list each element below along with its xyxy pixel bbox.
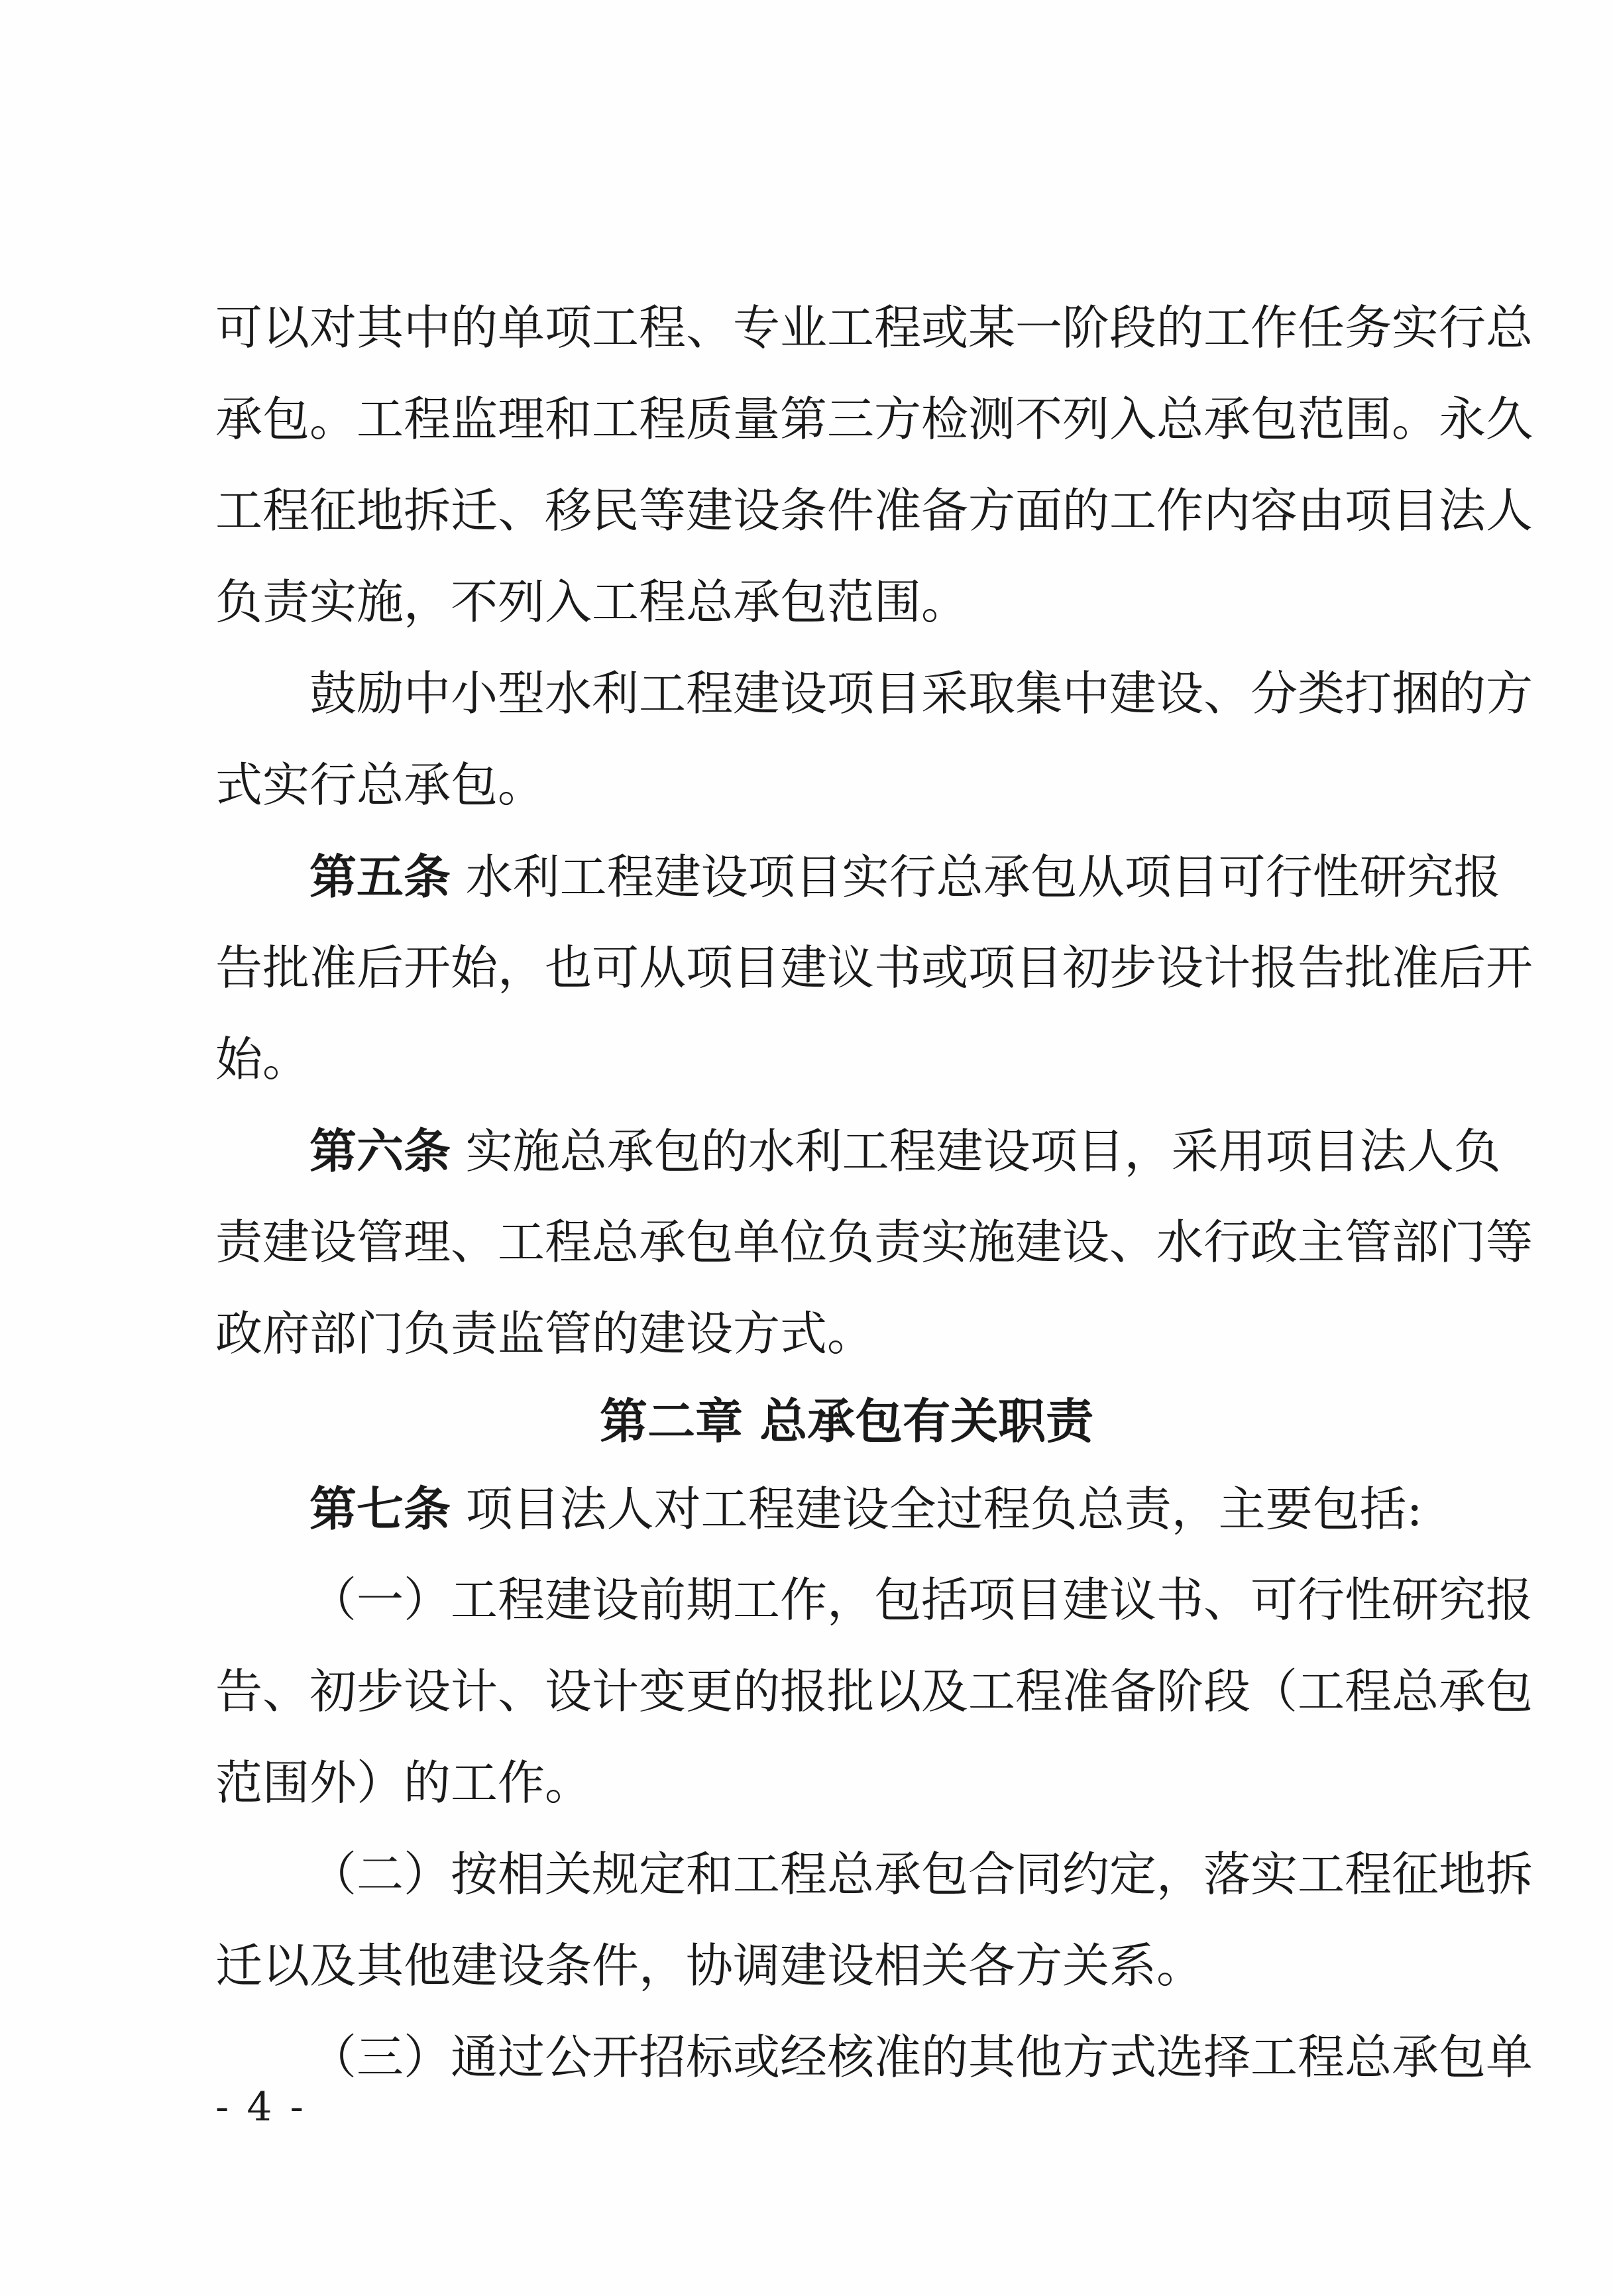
article-label: 第五条 <box>309 849 451 904</box>
article-7-line: 第七条 项目法人对工程建设全过程负总责，主要包括: <box>309 1481 1423 1537</box>
page-number: - 4 - <box>215 2084 306 2130</box>
text-line: 负责实施，不列入工程总承包范围。 <box>215 574 969 629</box>
list-item-2-line: （二）按相关规定和工程总承包合同约定，落实工程征地拆 <box>309 1847 1533 1902</box>
article-5-line: 第五条 水利工程建设项目实行总承包从项目可行性研究报 <box>309 849 1501 904</box>
text-line: 政府部门负责监管的建设方式。 <box>215 1306 875 1361</box>
text-line: 工程征地拆迁、移民等建设条件准备方面的工作内容由项目法人 <box>215 483 1533 538</box>
text-line: 责建设管理、工程总承包单位负责实施建设、水行政主管部门等 <box>215 1215 1533 1270</box>
text-line: 式实行总承包。 <box>215 757 545 812</box>
list-item-1-line: （一）工程建设前期工作，包括项目建议书、可行性研究报 <box>309 1572 1533 1627</box>
article-6-line: 第六条 实施总承包的水利工程建设项目，采用项目法人负 <box>309 1123 1501 1179</box>
paragraph-start-line: 鼓励中小型水利工程建设项目采取集中建设、分类打捆的方 <box>309 666 1533 721</box>
text-line: 告、初步设计、设计变更的报批以及工程准备阶段（工程总承包 <box>215 1664 1533 1719</box>
list-item-3-line: （三）通过公开招标或经核准的其他方式选择工程总承包单 <box>309 2030 1533 2085</box>
text-line: 范围外）的工作。 <box>215 1755 592 1810</box>
article-label: 第六条 <box>309 1123 451 1179</box>
chapter-heading: 第二章 总承包有关职责 <box>600 1394 1094 1449</box>
article-label: 第七条 <box>309 1481 451 1537</box>
text-line: 告批准后开始，也可从项目建议书或项目初步设计报告批准后开 <box>215 940 1533 995</box>
text-line: 迁以及其他建设条件，协调建设相关各方关系。 <box>215 1938 1204 1993</box>
text-line: 可以对其中的单项工程、专业工程或某一阶段的工作任务实行总 <box>215 300 1533 355</box>
text-line: 承包。工程监理和工程质量第三方检测不列入总承包范围。永久 <box>215 392 1533 447</box>
text-line: 始。 <box>215 1032 310 1087</box>
